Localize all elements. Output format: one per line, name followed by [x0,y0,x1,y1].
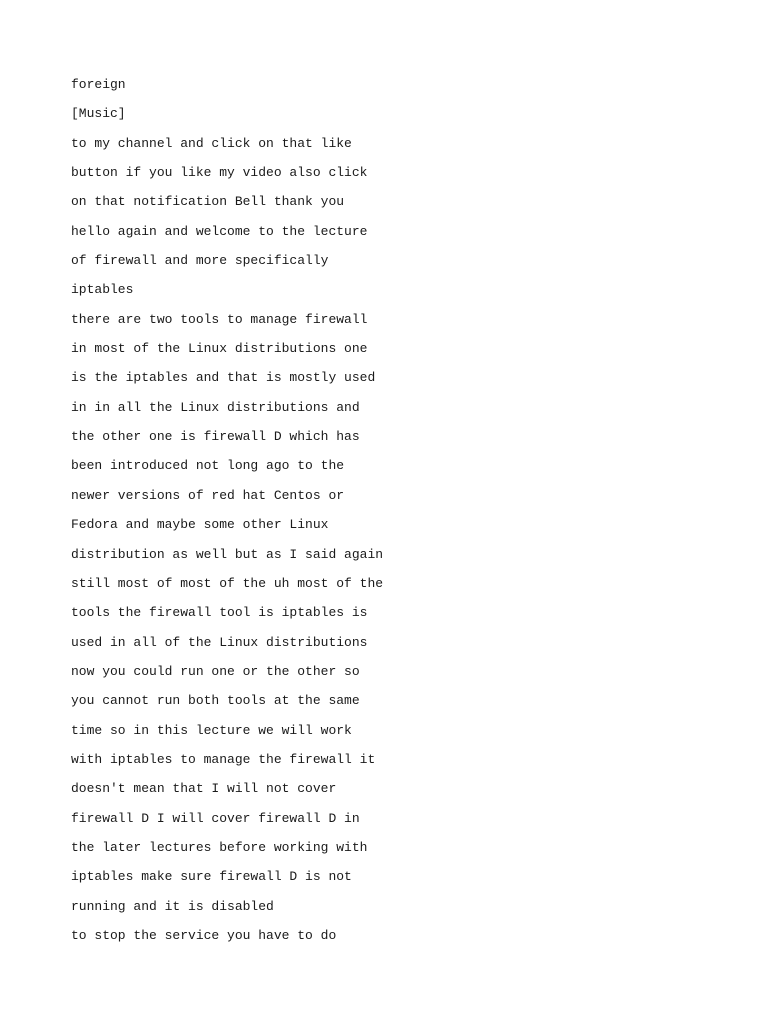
transcript-line: time so in this lecture we will work [71,722,352,738]
transcript-line: distribution as well but as I said again [71,546,384,562]
transcript-line: newer versions of red hat Centos or [71,487,345,503]
transcript-line: still most of most of the uh most of the [71,575,384,591]
transcript-line: hello again and welcome to the lecture [71,223,368,239]
transcript-line: of firewall and more specifically [71,253,329,269]
transcript-line: button if you like my video also click [71,165,368,181]
transcript-line: you cannot run both tools at the same [71,693,360,709]
transcript-line: foreign [71,77,126,92]
transcript-line: the later lectures before working with [71,839,368,855]
transcript-line: there are two tools to manage firewall [71,311,368,327]
transcript-line: with iptables to manage the firewall it [71,751,376,767]
transcript-line: in most of the Linux distributions one [71,341,368,357]
transcript-line: iptables [71,282,134,298]
transcript-line: tools the firewall tool is iptables is [71,605,368,621]
transcript-line: to stop the service you have to do [71,927,337,943]
transcript-line: now you could run one or the other so [71,663,360,679]
transcript-line: firewall D I will cover firewall D in [71,810,360,826]
transcript-text [71,70,711,950]
transcript-line: on that notification Bell thank you [71,194,345,210]
transcript-line: Fedora and maybe some other Linux [71,517,329,533]
transcript-line: running and it is disabled [71,898,274,914]
transcript-line: doesn't mean that I will not cover [71,781,337,797]
transcript-line: been introduced not long ago to the [71,458,345,474]
transcript-line: [Music] [71,106,126,122]
transcript-line: iptables make sure firewall D is not [71,869,352,885]
transcript-line: to my channel and click on that like [71,135,352,151]
transcript-line: used in all of the Linux distributions [71,634,368,650]
transcript-line: is the iptables and that is mostly used [71,370,376,386]
transcript-line: in in all the Linux distributions and [71,399,360,415]
transcript-line: the other one is firewall D which has [71,429,360,445]
